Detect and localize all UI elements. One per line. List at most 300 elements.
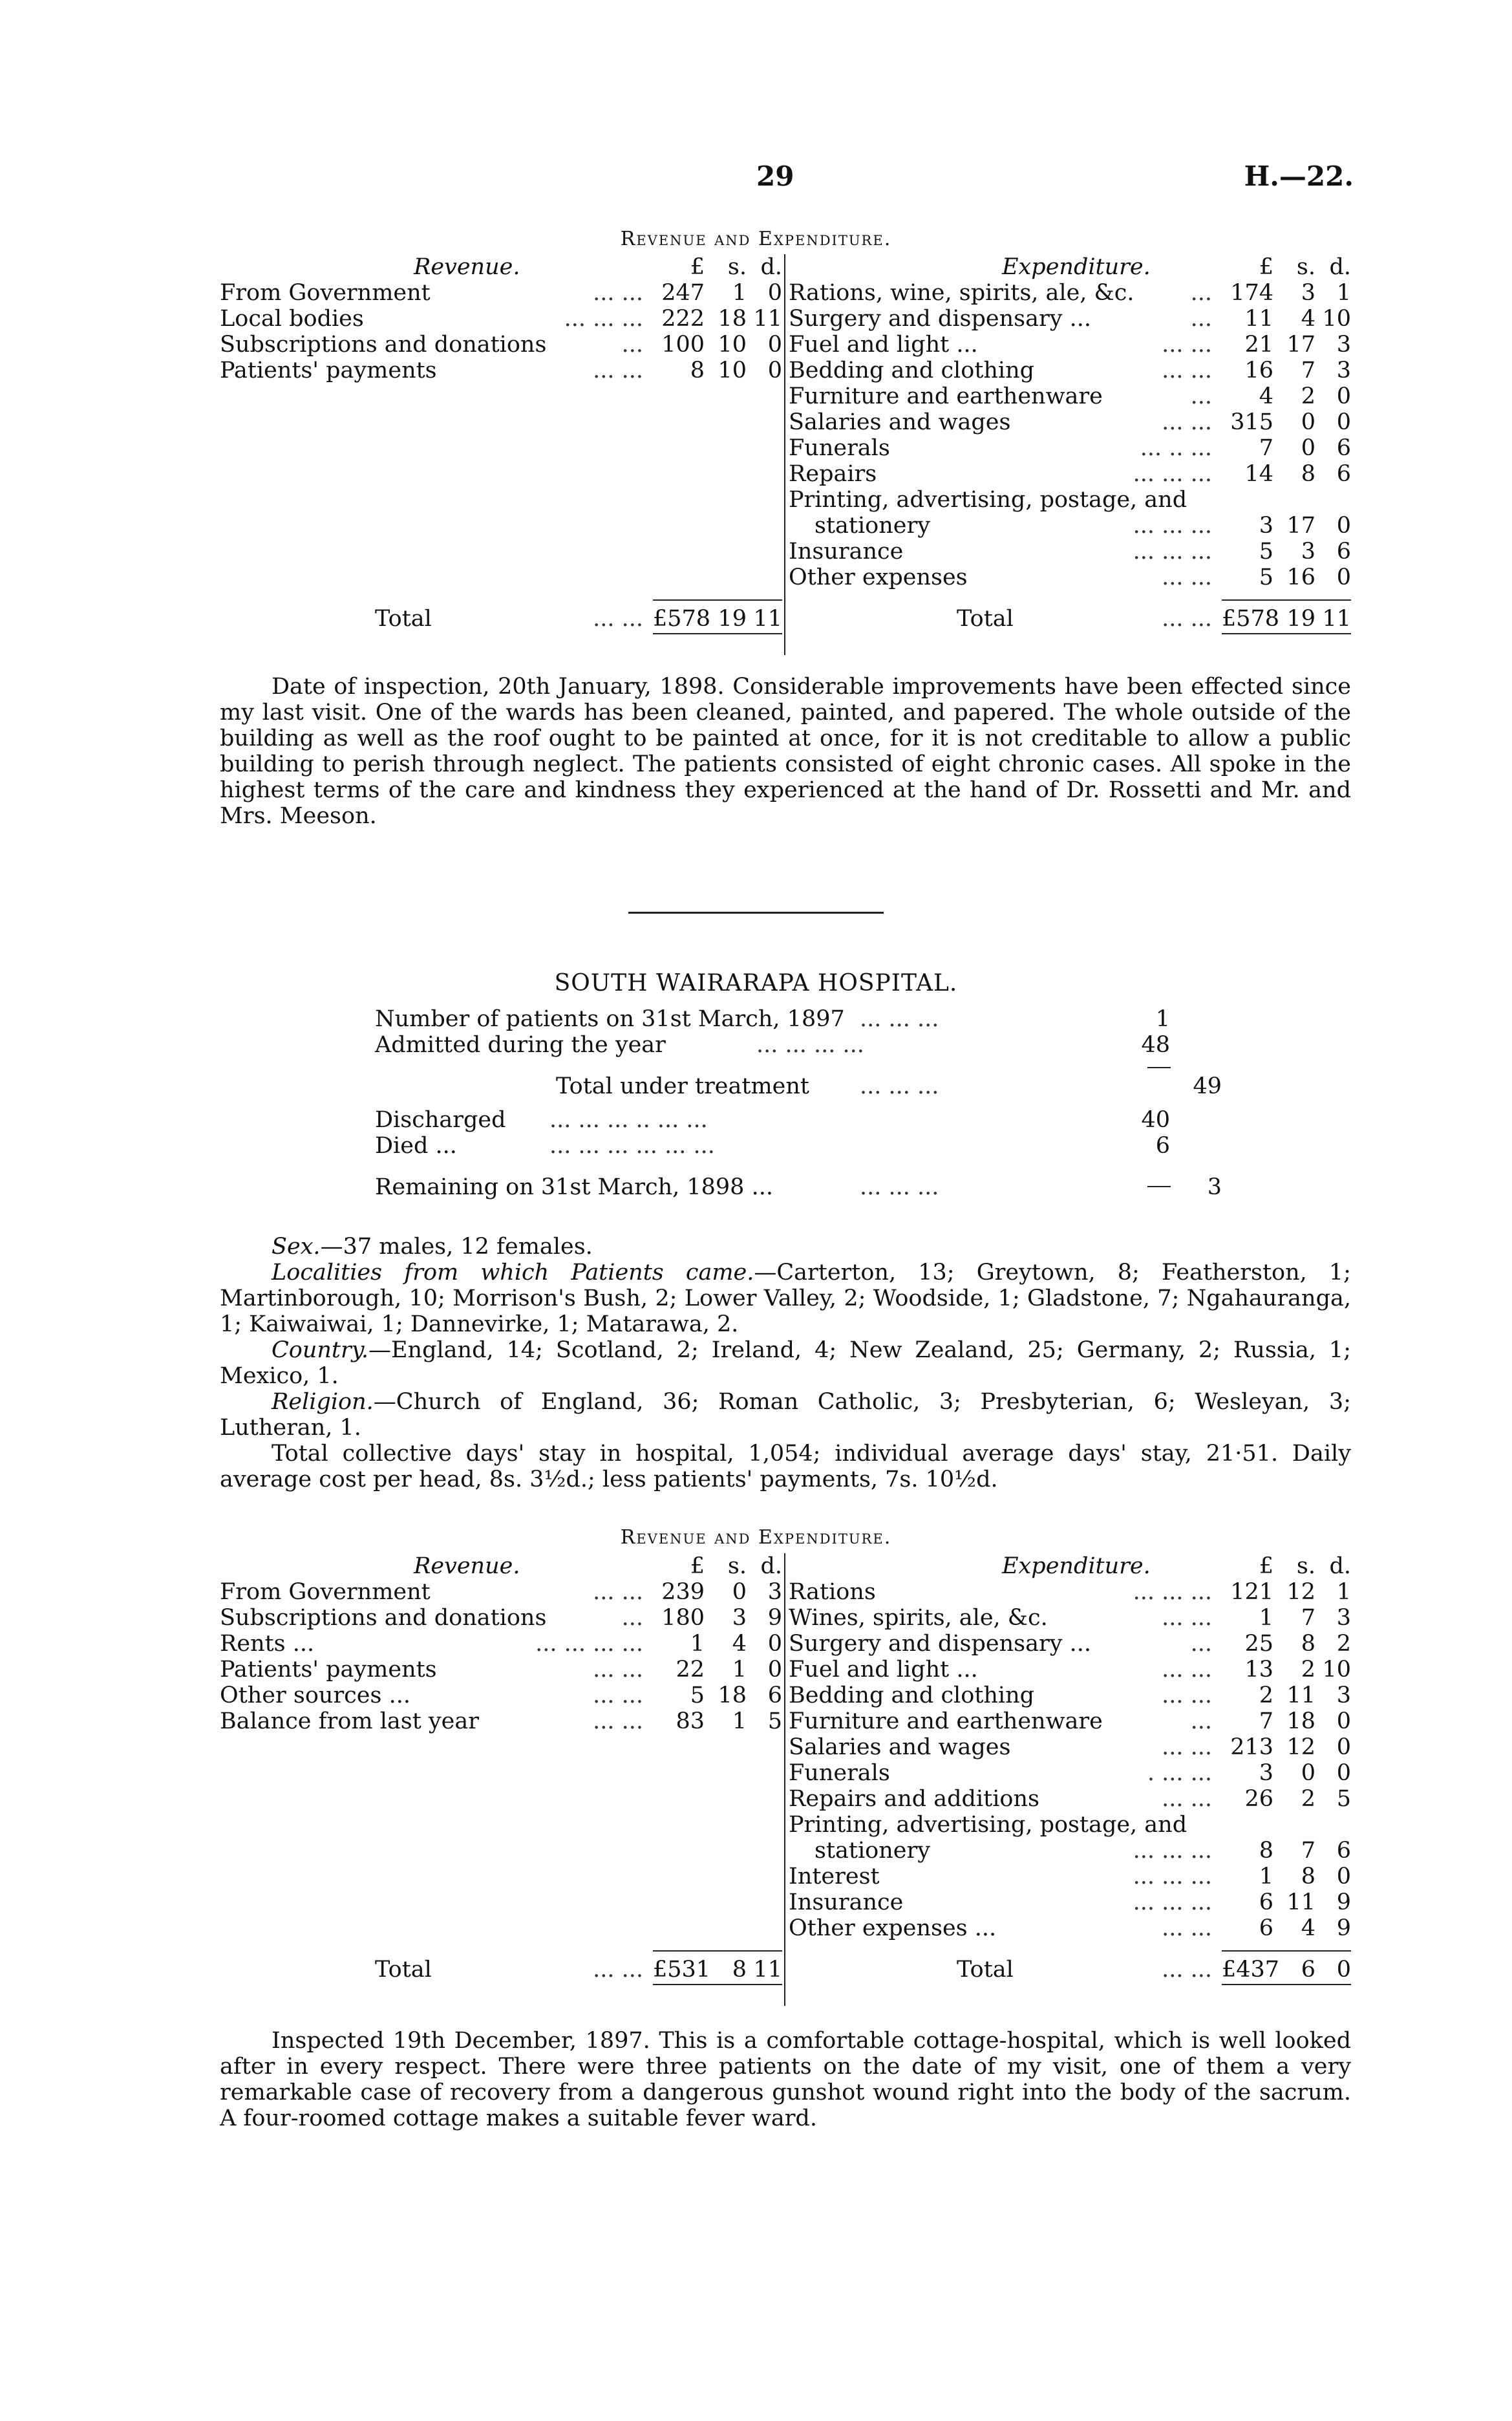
amount [653, 1708, 782, 1734]
pounds: 1 [690, 1631, 705, 1657]
pence: 11 [753, 1957, 782, 1983]
expenditure-label: Other expenses [789, 565, 968, 590]
pence: 0 [1336, 1708, 1351, 1734]
leader-dots: ... ... ... [1133, 1889, 1212, 1915]
amount [1222, 1605, 1351, 1631]
amount [1222, 1957, 1351, 1983]
pounds: 6 [1259, 1915, 1273, 1941]
sex-note [220, 1234, 1351, 1260]
pence: 3 [1336, 1683, 1351, 1708]
sum-rule [653, 1950, 782, 1952]
pounds: 1 [1259, 1864, 1273, 1889]
expenditure-row [789, 1631, 1351, 1657]
expenditure-row [789, 1657, 1351, 1683]
shillings: 16 [1286, 565, 1315, 590]
stat-dots: ... ... ... .. ... ... [549, 1107, 708, 1133]
table2-divider [784, 1553, 785, 2006]
document-code: H.—22. [1244, 160, 1354, 192]
expenditure-label: Bedding and clothing [789, 358, 1035, 383]
column-headings [653, 1553, 782, 1579]
expenditure-label: Furniture and earthenware [789, 1708, 1103, 1734]
shillings: 18 [718, 306, 747, 332]
pence: 9 [767, 1605, 782, 1631]
column-headings [653, 254, 782, 280]
pence: 1 [1336, 1579, 1351, 1605]
inspection-note-2-text: Inspected 19th December, 1897. This is a comfortable cottage-hospital, which is well looked after in every respect. There were three patients on the date of my visit, one of them a very remarkable case of recovery from a dangerous gunshot wound right into the body of the sacrum. A four-roomed cottage makes a suitable fever ward. [220, 2028, 1351, 2131]
shillings: 1 [732, 280, 747, 306]
expenditure-row [789, 1838, 1351, 1864]
amount [653, 1605, 782, 1631]
revenue-row [220, 332, 782, 358]
localities-text: —Carterton, 13; Greytown, 8; Featherston, 1; Martinborough, 10; Morrison's Bush, 2; Lower Valley, 2; Woodside, 1; Gladstone, 7; Ngahauranga, 1; Kaiwaiwai, 1; Dannevirke, 1; Matarawa, 2. [220, 1260, 1351, 1337]
pound-heading: £ [1259, 1553, 1273, 1579]
revenue-row [220, 358, 782, 383]
revenue-header-row [220, 1553, 782, 1579]
leader-dots: ... ... ... [1133, 1838, 1212, 1864]
pounds: 3 [1259, 1760, 1273, 1786]
expenditure-heading: Expenditure. [1002, 1553, 1151, 1579]
pounds: 6 [1259, 1889, 1273, 1915]
pounds: 100 [661, 332, 705, 358]
localities-label: Localities from which Patients came. [272, 1260, 754, 1286]
pence: 0 [1336, 383, 1351, 409]
country-text: —England, 14; Scotland, 2; Ireland, 4; New Zealand, 25; Germany, 2; Russia, 1; Mexico, 1. [220, 1337, 1351, 1389]
stat-label: Discharged [375, 1107, 506, 1133]
expenditure-label: Printing, advertising, postage, and [789, 1812, 1187, 1838]
leader-dots: ... ... [593, 1657, 643, 1683]
expenditure-row [789, 1786, 1351, 1812]
leader-dots: ... ... [1162, 1657, 1212, 1683]
shillings: 17 [1286, 332, 1315, 358]
table2-title: Revenue and Expenditure. [620, 1526, 892, 1549]
shillings: 11 [1286, 1683, 1315, 1708]
pence: 5 [1336, 1786, 1351, 1812]
expenditure-heading: Expenditure. [1002, 254, 1151, 280]
amount [1222, 1838, 1351, 1864]
table2-revenue-column [220, 1553, 782, 1983]
stat-total-value: 3 [1207, 1174, 1222, 1200]
revenue-label: Rents ... [220, 1631, 315, 1657]
inspection-note-1 [220, 674, 1351, 829]
stat-row [375, 1032, 1215, 1058]
localities-note [220, 1260, 1351, 1337]
shillings: 12 [1286, 1579, 1315, 1605]
revenue-label: Patients' payments [220, 1657, 437, 1683]
sum-rule [653, 599, 782, 601]
shillings: 0 [1301, 1760, 1315, 1786]
expenditure-label: Other expenses ... [789, 1915, 997, 1941]
pence: 3 [1336, 358, 1351, 383]
amount [1222, 461, 1351, 487]
stat-dots: ... ... ... [860, 1174, 939, 1200]
leader-dots: ... ... ... ... [535, 1631, 643, 1657]
amount [1222, 1579, 1351, 1605]
pence: 0 [1336, 409, 1351, 435]
pounds: 13 [1244, 1657, 1273, 1683]
expenditure-row [789, 1683, 1351, 1708]
leader-dots: ... ... [1162, 1957, 1212, 1983]
expenditure-label: Repairs and additions [789, 1786, 1039, 1812]
sum-rule [1222, 599, 1351, 601]
shillings: 7 [1301, 358, 1315, 383]
pounds: 315 [1230, 409, 1273, 435]
pence: 9 [1336, 1915, 1351, 1941]
stat-row [375, 1006, 1215, 1032]
pounds: 83 [676, 1708, 705, 1734]
revenue-header-row [220, 254, 782, 280]
shillings: 7 [1301, 1605, 1315, 1631]
shillings: 11 [1286, 1889, 1315, 1915]
religion-note [220, 1389, 1351, 1441]
shillings: 8 [1301, 461, 1315, 487]
amount [1222, 435, 1351, 461]
revenue-heading: Revenue. [414, 254, 520, 280]
pence: 10 [1322, 1657, 1351, 1683]
expenditure-row [789, 1734, 1351, 1760]
leader-dots: ... ... [1162, 565, 1212, 590]
pounds: 5 [690, 1683, 705, 1708]
expenditure-label: Bedding and clothing [789, 1683, 1035, 1708]
leader-dots: ... ... [593, 1708, 643, 1734]
leader-dots: ... ... [1162, 1915, 1212, 1941]
revenue-row [220, 1631, 782, 1657]
total-label: Total [375, 606, 432, 632]
amount [1222, 1889, 1351, 1915]
shilling-heading: s. [1296, 1553, 1315, 1579]
pence: 0 [1336, 513, 1351, 539]
expenditure-label: Salaries and wages [789, 1734, 1011, 1760]
amount [1222, 1864, 1351, 1889]
revenue-row [220, 1657, 782, 1683]
shillings: 7 [1301, 1838, 1315, 1864]
table2-expenditure-column [789, 1553, 1351, 1983]
pounds: 26 [1244, 1786, 1273, 1812]
pounds: 3 [1259, 513, 1273, 539]
shillings: 1 [732, 1657, 747, 1683]
pounds: 247 [661, 280, 705, 306]
table1-title: Revenue and Expenditure. [620, 228, 892, 250]
amount [653, 358, 782, 383]
amount [1222, 1708, 1351, 1734]
shillings: 8 [1301, 1864, 1315, 1889]
pounds: 4 [1259, 383, 1273, 409]
amount [1222, 1657, 1351, 1683]
expenditure-label: Wines, spirits, ale, &c. [789, 1605, 1048, 1631]
total-rule [653, 633, 782, 634]
shillings: 10 [718, 332, 747, 358]
shillings: 17 [1286, 513, 1315, 539]
leader-dots: ... [621, 332, 643, 358]
pence: 3 [1336, 1605, 1351, 1631]
pounds: 25 [1244, 1631, 1273, 1657]
expenditure-row [789, 1605, 1351, 1631]
expenditure-label: Printing, advertising, postage, and [789, 487, 1187, 513]
revenue-row [220, 1683, 782, 1708]
pence: 3 [767, 1579, 782, 1605]
amount [653, 280, 782, 306]
leader-dots: ... ... ... [1133, 513, 1212, 539]
shillings: 1 [732, 1708, 747, 1734]
total-row [789, 606, 1351, 632]
amount [653, 1631, 782, 1657]
expenditure-label: Interest [789, 1864, 880, 1889]
pounds: 7 [1259, 1708, 1273, 1734]
inspection-note-1-text: Date of inspection, 20th January, 1898. Considerable improvements have been effected since my last visit. One of the wards has been cleaned, painted, and papered. The whole outside of the building as well as the roof ought to be painted at once, for it is not creditable to allow a public building to perish through neglect. The patients consisted of eight chronic cases. All spoke in the highest terms of the care and kindness they experienced at the hand of Dr. Rossetti and Mr. and Mrs. Meeson. [220, 674, 1351, 829]
expenditure-header-row [789, 254, 1351, 280]
leader-dots: ... ... [593, 1683, 643, 1708]
pence: 1 [1336, 280, 1351, 306]
shilling-heading: s. [727, 254, 747, 280]
pence: 6 [1336, 435, 1351, 461]
expenditure-label: Furniture and earthenware [789, 383, 1103, 409]
leader-dots: ... ... [1162, 409, 1212, 435]
leader-dots: ... ... [593, 1579, 643, 1605]
leader-dots: ... [1190, 280, 1212, 306]
expenditure-label: Fuel and light ... [789, 1657, 978, 1683]
revenue-label: From Government [220, 1579, 431, 1605]
expenditure-row [789, 383, 1351, 409]
pence: 9 [1336, 1889, 1351, 1915]
pounds: 174 [1230, 280, 1273, 306]
expenditure-label: Repairs [789, 461, 877, 487]
expenditure-row [789, 306, 1351, 332]
amount [1222, 1760, 1351, 1786]
leader-dots: ... ... [593, 280, 643, 306]
pence: 11 [1322, 606, 1351, 632]
total-row [789, 1957, 1351, 1983]
shilling-heading: s. [1296, 254, 1315, 280]
pounds: 213 [1230, 1734, 1273, 1760]
pound-heading: £ [690, 254, 705, 280]
table2 [220, 1553, 1351, 2006]
page-number: 29 [756, 160, 794, 192]
leader-dots: ... .. ... [1140, 435, 1212, 461]
total-rule [653, 1984, 782, 1985]
pounds: 21 [1244, 332, 1273, 358]
expenditure-row [789, 487, 1351, 513]
leader-dots: ... ... ... [1133, 1864, 1212, 1889]
revenue-row [220, 280, 782, 306]
leader-dots: ... [621, 1605, 643, 1631]
patient-stats [375, 1006, 1222, 1200]
shillings: 4 [1301, 306, 1315, 332]
expenditure-header-row [789, 1553, 1351, 1579]
expenditure-label: Funerals [789, 435, 890, 461]
amount [1222, 280, 1351, 306]
revenue-row [220, 1579, 782, 1605]
pence: 11 [753, 606, 782, 632]
pence: 0 [1336, 1957, 1351, 1983]
total-label: Total [375, 1957, 432, 1983]
pounds: 14 [1244, 461, 1273, 487]
total-row [220, 1957, 782, 1983]
pence: 11 [753, 306, 782, 332]
expenditure-row [789, 1708, 1351, 1734]
revenue-row [220, 1708, 782, 1734]
pence: 5 [767, 1708, 782, 1734]
religion-text: —Church of England, 36; Roman Catholic, 3; Presbyterian, 6; Wesleyan, 3; Lutheran, 1. [220, 1389, 1351, 1441]
shillings: 2 [1301, 1657, 1315, 1683]
leader-dots: ... ... [593, 358, 643, 383]
column-headings [1222, 254, 1351, 280]
shillings: 19 [1286, 606, 1315, 632]
inspection-note-2 [220, 2028, 1351, 2131]
pounds: 5 [1259, 539, 1273, 565]
expenditure-label: Fuel and light ... [789, 332, 978, 358]
column-headings [1222, 1553, 1351, 1579]
amount [653, 332, 782, 358]
sum-rule [1222, 1950, 1351, 1952]
stat-dots: ... ... ... [860, 1073, 939, 1099]
amount [653, 306, 782, 332]
leader-dots: ... [1190, 1708, 1212, 1734]
amount [1222, 332, 1351, 358]
shillings: 2 [1301, 383, 1315, 409]
shilling-heading: s. [727, 1553, 747, 1579]
shillings: 4 [732, 1631, 747, 1657]
leader-dots: ... ... [1162, 332, 1212, 358]
leader-dots: ... ... [1162, 1786, 1212, 1812]
stat-label: Admitted during the year [375, 1032, 666, 1058]
expenditure-row [789, 461, 1351, 487]
expenditure-row [789, 513, 1351, 539]
pence: 0 [767, 280, 782, 306]
amount [653, 606, 782, 632]
shillings: 19 [718, 606, 747, 632]
expenditure-label: Surgery and dispensary ... [789, 1631, 1091, 1657]
stat-total-value: 49 [1193, 1073, 1222, 1099]
expenditure-row [789, 1889, 1351, 1915]
stat-row [375, 1073, 1222, 1099]
expenditure-label: Surgery and dispensary ... [789, 306, 1091, 332]
expenditure-label: Funerals [789, 1760, 890, 1786]
amount [1222, 409, 1351, 435]
pence: 0 [1336, 1760, 1351, 1786]
stat-dots: ... ... ... [860, 1006, 939, 1032]
stat-value: 40 [1141, 1107, 1170, 1133]
leader-dots: ... ... ... [1133, 461, 1212, 487]
expenditure-label: stationery [815, 1838, 930, 1864]
stat-dots: ... ... ... ... [756, 1032, 864, 1058]
stat-rule [1147, 1067, 1171, 1068]
country-note [220, 1337, 1351, 1389]
pence: 6 [1336, 539, 1351, 565]
pounds: 222 [661, 306, 705, 332]
amount [1222, 539, 1351, 565]
shillings: 8 [732, 1957, 747, 1983]
stat-value: 1 [1155, 1006, 1170, 1032]
amount [1222, 513, 1351, 539]
shillings: 18 [1286, 1708, 1315, 1734]
pounds: £531 [653, 1957, 711, 1983]
stat-row [375, 1107, 1215, 1133]
pounds: 7 [1259, 435, 1273, 461]
expenditure-row [789, 1760, 1351, 1786]
leader-dots: . ... ... [1147, 1760, 1212, 1786]
pence-heading: d. [1329, 254, 1351, 280]
stat-value: 48 [1141, 1032, 1170, 1058]
country-label: Country. [272, 1337, 368, 1363]
shillings: 12 [1286, 1734, 1315, 1760]
pounds: 16 [1244, 358, 1273, 383]
amount [1222, 383, 1351, 409]
leader-dots: ... [1190, 383, 1212, 409]
table1 [220, 254, 1351, 655]
expenditure-row [789, 332, 1351, 358]
hospital-title: SOUTH WAIRARAPA HOSPITAL. [554, 970, 958, 996]
expenditure-row [789, 358, 1351, 383]
amount [1222, 1915, 1351, 1941]
expenditure-row [789, 409, 1351, 435]
expenditure-row [789, 1579, 1351, 1605]
pence: 0 [1336, 1864, 1351, 1889]
shillings: 18 [718, 1683, 747, 1708]
amount [1222, 306, 1351, 332]
pounds: 8 [1259, 1838, 1273, 1864]
pence: 2 [1336, 1631, 1351, 1657]
pence-heading: d. [760, 1553, 782, 1579]
stay-note: Total collective days' stay in hospital, 1,054; individual average days' stay, 21·51. Daily average cost per head, 8s. 3½d.; less patients' payments, 7s. 10½d. [220, 1441, 1351, 1492]
shillings: 3 [1301, 280, 1315, 306]
leader-dots: ... [1190, 306, 1212, 332]
leader-dots: ... ... ... [1133, 539, 1212, 565]
shillings: 2 [1301, 1786, 1315, 1812]
revenue-label: Balance from last year [220, 1708, 479, 1734]
leader-dots: ... ... [1162, 358, 1212, 383]
stat-label: Died ... [375, 1133, 457, 1159]
hospital-notes [220, 1234, 1351, 1492]
stat-row [375, 1133, 1215, 1159]
religion-label: Religion. [272, 1389, 374, 1415]
expenditure-row [789, 539, 1351, 565]
pounds: 11 [1244, 306, 1273, 332]
expenditure-label: Insurance [789, 539, 904, 565]
revenue-label: Patients' payments [220, 358, 437, 383]
pence: 0 [1336, 565, 1351, 590]
shillings: 0 [1301, 435, 1315, 461]
amount [1222, 606, 1351, 632]
shillings: 3 [1301, 539, 1315, 565]
leader-dots: ... ... ... [564, 306, 643, 332]
revenue-label: From Government [220, 280, 431, 306]
expenditure-row [789, 1812, 1351, 1838]
pence: 0 [1336, 1734, 1351, 1760]
amount [1222, 358, 1351, 383]
pound-heading: £ [690, 1553, 705, 1579]
leader-dots: ... ... [593, 1957, 643, 1983]
pounds: 22 [676, 1657, 705, 1683]
expenditure-row [789, 435, 1351, 461]
amount [653, 1957, 782, 1983]
sex-text: —37 males, 12 females. [320, 1234, 593, 1260]
leader-dots: ... ... [1162, 606, 1212, 632]
pounds: 1 [1259, 1605, 1273, 1631]
total-rule [1222, 633, 1351, 634]
stat-row [375, 1174, 1222, 1200]
leader-dots: ... ... [593, 606, 643, 632]
expenditure-label: stationery [815, 513, 930, 539]
amount [1222, 487, 1351, 513]
pound-heading: £ [1259, 254, 1273, 280]
total-label: Total [957, 1957, 1014, 1983]
pounds: 5 [1259, 565, 1273, 590]
pence: 0 [767, 1631, 782, 1657]
expenditure-label: Insurance [789, 1889, 904, 1915]
shillings: 10 [718, 358, 747, 383]
shillings: 0 [1301, 409, 1315, 435]
expenditure-row [789, 1915, 1351, 1941]
pounds: 180 [661, 1605, 705, 1631]
